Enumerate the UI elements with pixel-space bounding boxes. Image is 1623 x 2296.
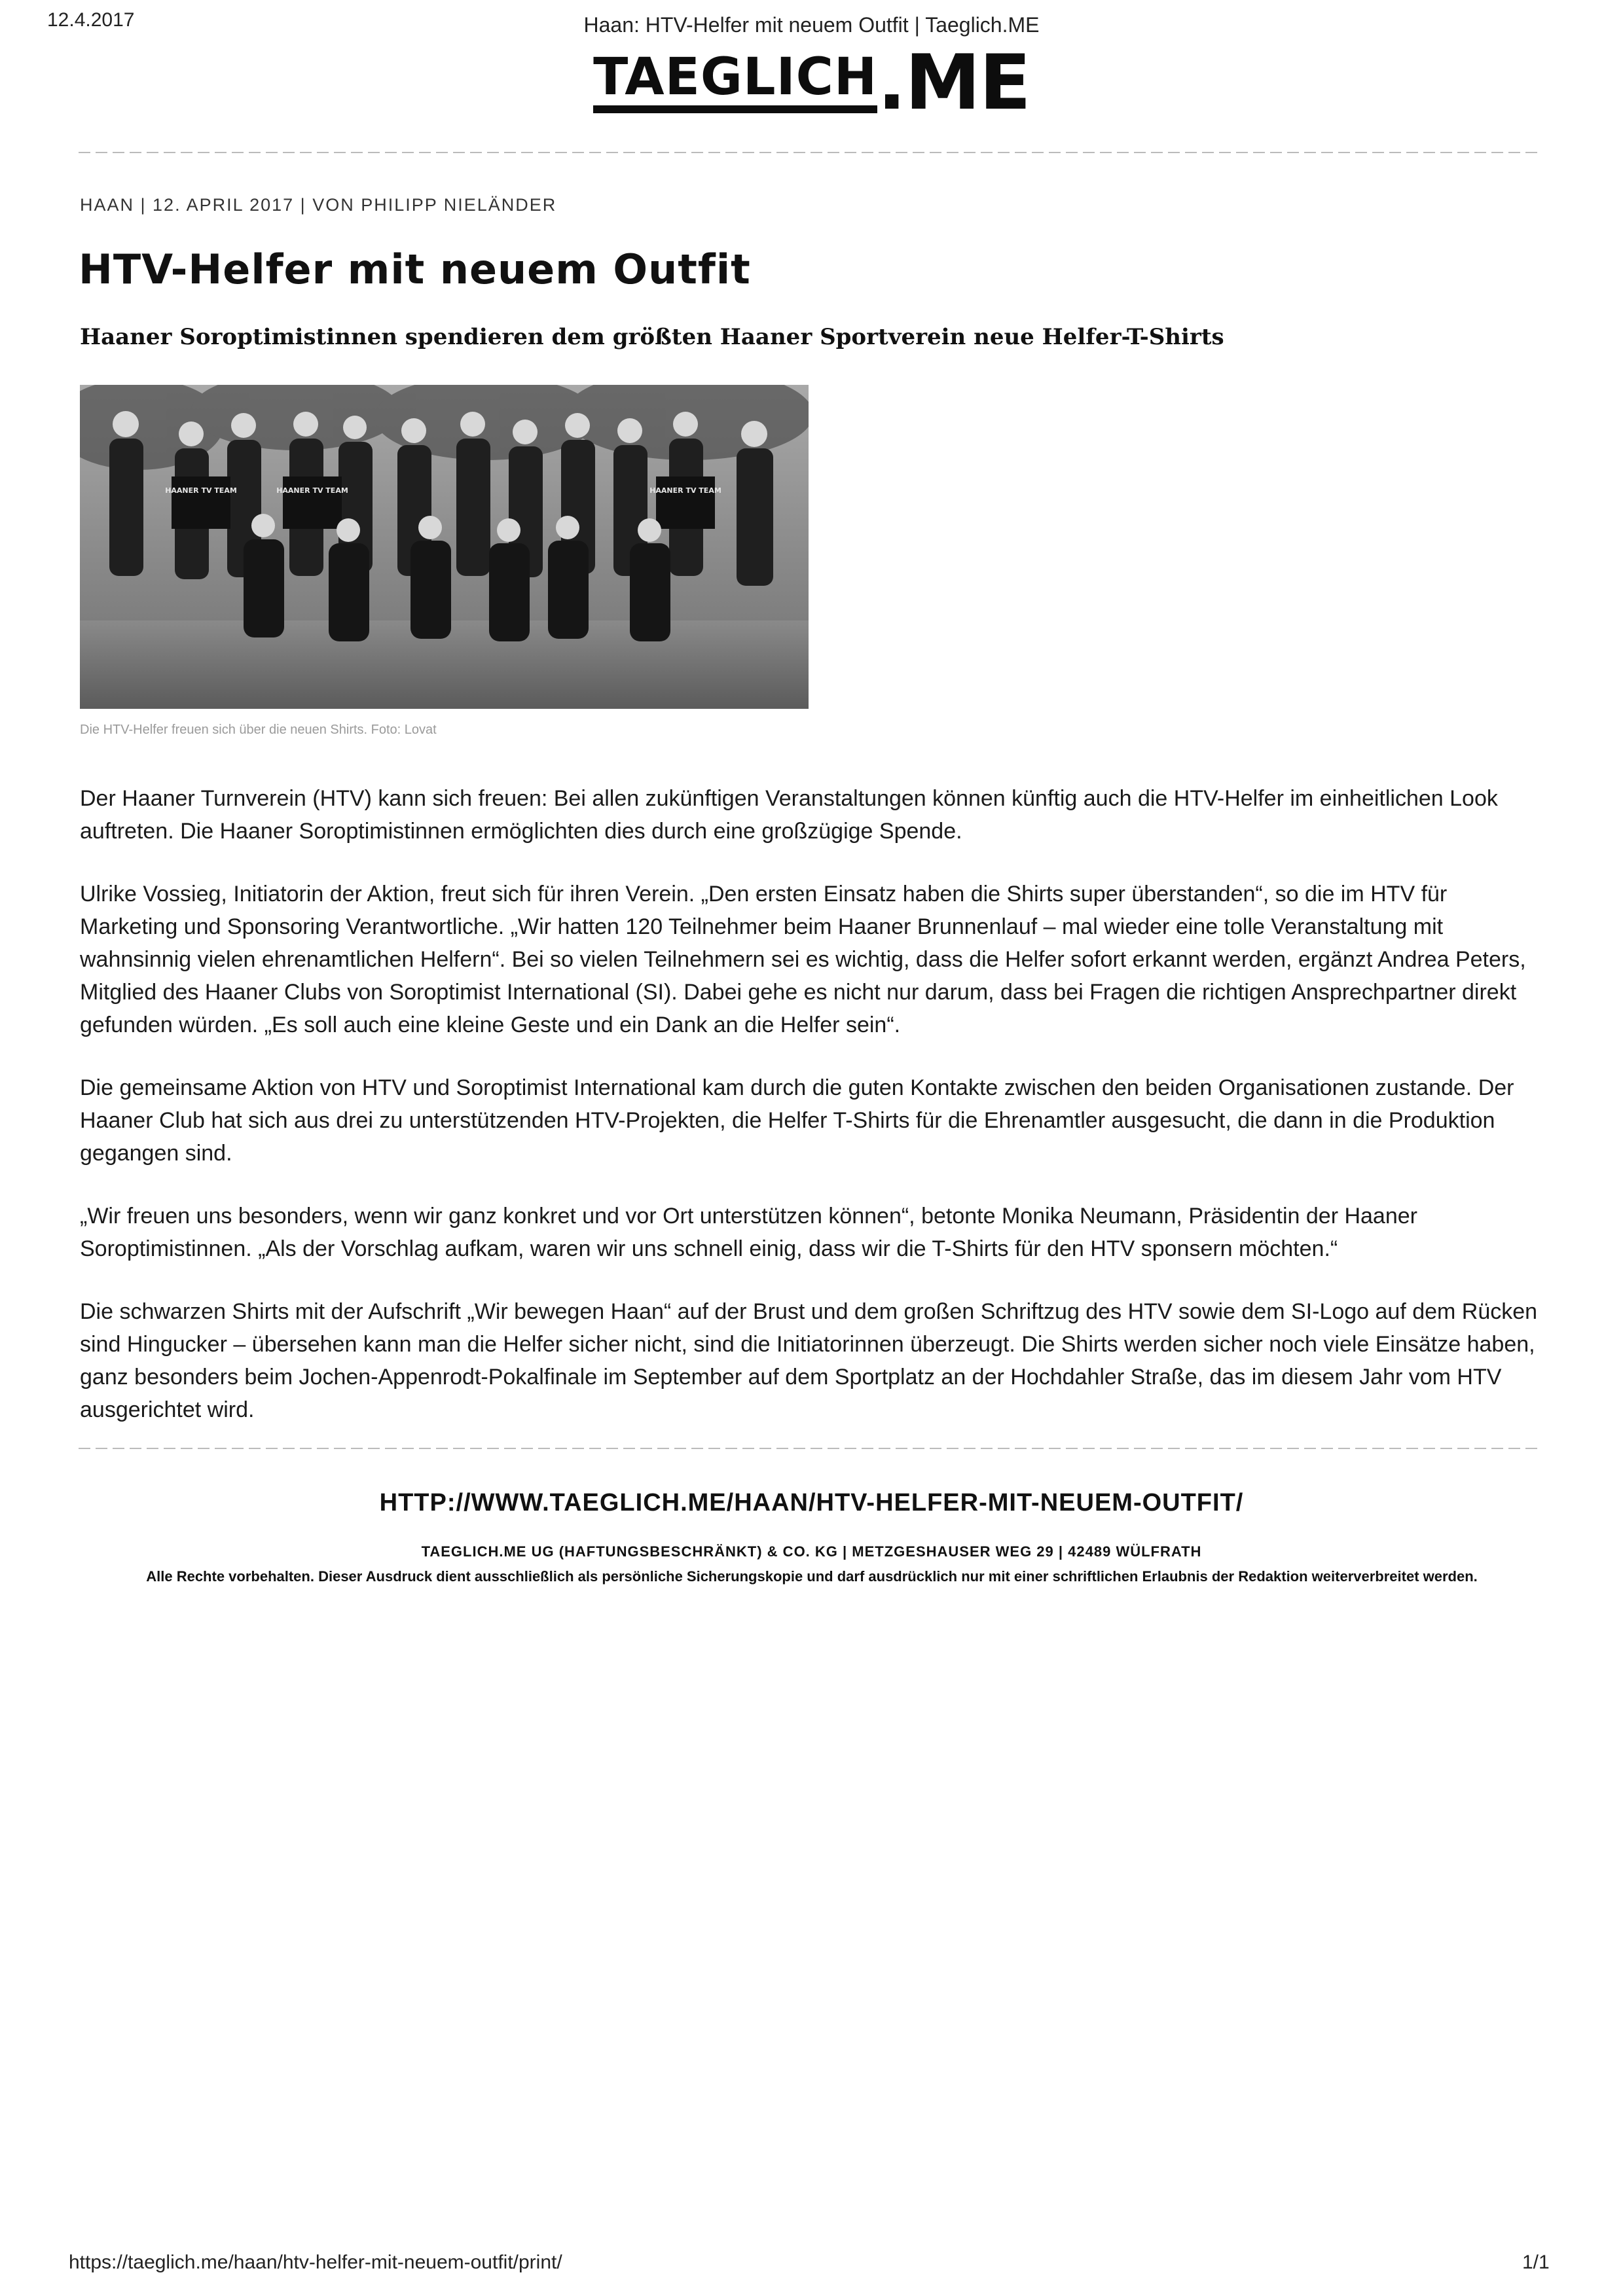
article-paragraph: Die schwarzen Shirts mit der Aufschrift „Wir bewegen Haan“ auf der Brust und dem großen Schriftzug des HTV sowie dem SI-Logo auf dem Rücken sind Hingucker – übersehen kann man die Helfer sicher nicht, sind die Initiatorinnen überzeugt. Die Shirts werden sicher noch viele Einsätze haben, ganz besonders beim Jochen-Appenrodt-Pokalfinale im September auf dem Sportplatz an der Hochdahler Straße, das im diesem Jahr vom HTV ausgerichtet wird. (80, 1299, 1538, 1422)
article-paragraph: Die gemeinsame Aktion von HTV und Soroptimist International kam durch die guten Kontakte zwischen den beiden Organisationen zustande. Der Haaner Club hat sich aus drei zu unterstützenden HTV-Projekten, die Helfer T-Shirts für die Ehrenamtler ausgesucht, die dann in die Produktion gegangen sind. (80, 1075, 1514, 1166)
shirt-print-3: HAANER TV TEAM (649, 486, 721, 495)
page-number: 1/1 (1522, 2251, 1550, 2273)
logo-text-taeglich: TAEGLICH (593, 49, 877, 113)
article-subheadline: Haaner Soroptimistinnen spendieren dem größten Haaner Sportverein neue Helfer-T-Shirts (80, 324, 1224, 350)
article-paragraph: Der Haaner Turnverein (HTV) kann sich freuen: Bei allen zukünftigen Veranstaltungen können künftig auch die HTV-Helfer im einheitlichen Look auftreten. Die Haaner Soroptimistinnen ermöglichten dies durch eine großzügige Spende. (80, 786, 1498, 844)
site-logo[interactable] (0, 41, 1623, 126)
print-date: 12.4.2017 (47, 9, 135, 31)
logo-text-me: .ME (877, 39, 1030, 127)
print-page-title: Haan: HTV-Helfer mit neuem Outfit | Taeglich.ME (583, 13, 1040, 37)
article-headline: HTV-Helfer mit neuem Outfit (79, 245, 751, 293)
article-meta: HAAN | 12. APRIL 2017 | VON PHILIPP NIELÄNDER (80, 195, 557, 215)
article-body (80, 782, 1540, 1456)
print-url: https://taeglich.me/haan/htv-helfer-mit-neuem-outfit/print/ (69, 2251, 562, 2273)
footer-divider (79, 1448, 1539, 1449)
shirt-print-1: HAANER TV TEAM (165, 486, 237, 495)
header-divider (79, 152, 1539, 153)
copyright-notice: Alle Rechte vorbehalten. Dieser Ausdruck dient ausschließlich als persönliche Sicherungskopie und darf ausdrücklich nur mit einer schriftlichen Erlaubnis der Redaktion weiterverbreitet werden. (146, 1568, 1478, 1585)
article-paragraph: „Wir freuen uns besonders, wenn wir ganz konkret und vor Ort unterstützen können“, betonte Monika Neumann, Präsidentin der Haaner Soroptimistinnen. „Als der Vorschlag aufkam, waren wir uns schnell einig, dass wir die T-Shirts für den HTV sponsern möchten.“ (80, 1204, 1417, 1261)
shirt-print-2: HAANER TV TEAM (276, 486, 348, 495)
group-photo-illustration (80, 385, 809, 709)
article-photo (80, 385, 809, 709)
article-url[interactable]: HTTP://WWW.TAEGLICH.ME/HAAN/HTV-HELFER-MIT-NEUEM-OUTFIT/ (379, 1489, 1244, 1516)
photo-caption: Die HTV-Helfer freuen sich über die neuen Shirts. Foto: Lovat (80, 723, 437, 737)
article-paragraph: Ulrike Vossieg, Initiatorin der Aktion, freut sich für ihren Verein. „Den ersten Einsatz haben die Shirts super überstanden“, so die im HTV für Marketing und Sponsoring Verantwortliche. „Wir hatten 120 Teilnehmer beim Haaner Brunnenlauf – mal wieder eine tolle Veranstaltung mit wahnsinnig vielen ehrenamtlichen Helfern“. Bei so vielen Teilnehmern sei es wichtig, dass die Helfer sofort erkannt werden, ergänzt Andrea Peters, Mitglied des Haaner Clubs von Soroptimist International (SI). Dabei gehe es nicht nur darum, dass bei Fragen die richtigen Ansprechpartner direkt gefunden würden. „Es soll auch eine kleine Geste und ein Dank an die Helfer sein“. (80, 882, 1526, 1037)
publisher-address: TAEGLICH.ME UG (HAFTUNGSBESCHRÄNKT) & CO. KG | METZGESHAUSER WEG 29 | 42489 WÜLFRATH (421, 1543, 1202, 1560)
